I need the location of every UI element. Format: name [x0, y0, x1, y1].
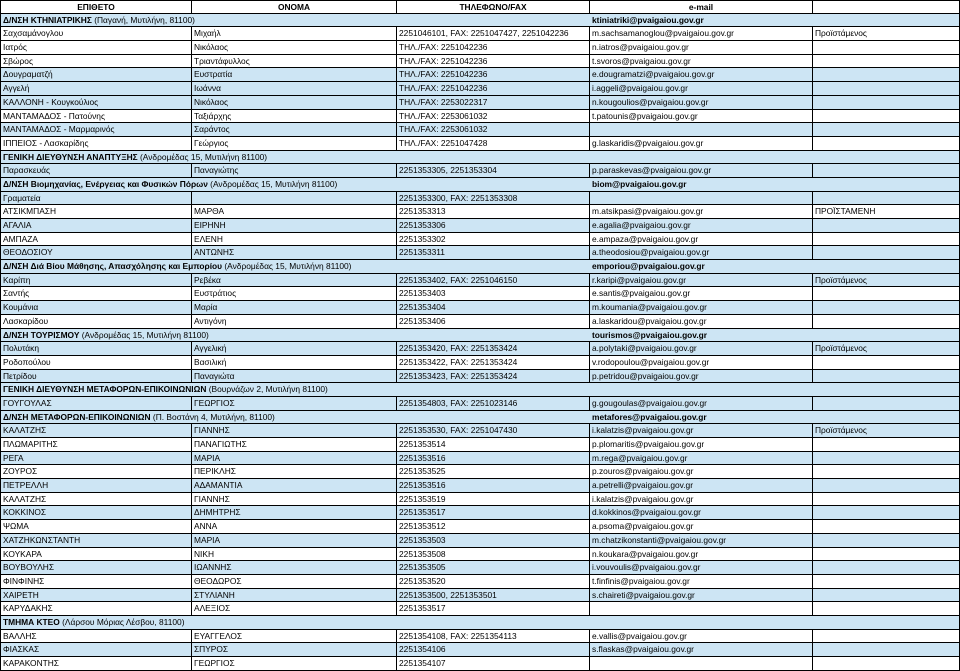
cell-role: [813, 575, 960, 588]
table-row: [0, 233, 960, 247]
header-name: ΟΝΟΜΑ: [192, 1, 397, 13]
cell-phone: 2251353500, 2251353501: [397, 589, 590, 602]
cell-role: [813, 534, 960, 547]
section-name: Δ/ΝΣΗ ΜΕΤΑΦΟΡΩΝ-ΕΠΙΚΟΙΝΩΝΙΩΝ: [3, 411, 151, 422]
cell-surname: Αγγελή: [0, 82, 192, 95]
table-row: [0, 27, 960, 41]
table-row: [0, 548, 960, 562]
table-row: [0, 602, 960, 616]
cell-name: ΣΠΥΡΟΣ: [192, 643, 397, 656]
header-email: e-mail: [590, 1, 813, 13]
cell-name: ΓΕΩΡΓΙΟΣ: [192, 657, 397, 670]
cell-name: [192, 192, 397, 205]
table-row: [0, 589, 960, 603]
table-row: [0, 287, 960, 301]
cell-phone: 2251353520: [397, 575, 590, 588]
cell-surname: ΨΩΜΑ: [0, 520, 192, 533]
cell-role: [813, 82, 960, 95]
section-title: [0, 411, 275, 424]
cell-role: [813, 287, 960, 300]
cell-phone: 2251353514: [397, 438, 590, 451]
cell-name: Ρεβέκα: [192, 274, 397, 287]
header-phone: ΤΗΛΕΦΩΝΟ/FAX: [397, 1, 590, 13]
cell-name: Νικόλαος: [192, 96, 397, 109]
cell-surname: Ροδοπούλου: [0, 356, 192, 369]
cell-role: [813, 96, 960, 109]
cell-role: [813, 233, 960, 246]
cell-surname: ΖΟΥΡΟΣ: [0, 465, 192, 478]
cell-surname: ΡΕΓΑ: [0, 452, 192, 465]
section-row: [0, 411, 960, 425]
cell-surname: Σαχσαμάνογλου: [0, 27, 192, 40]
cell-name: ΜΑΡΙΑ: [192, 534, 397, 547]
cell-phone: 2251353422, FAX: 2251353424: [397, 356, 590, 369]
cell-name: ΙΩΑΝΝΗΣ: [192, 561, 397, 574]
cell-email: m.koumania@pvaigaiou.gov.gr: [590, 301, 813, 314]
cell-surname: ΦΙΝΦΙΝΗΣ: [0, 575, 192, 588]
cell-role: [813, 164, 960, 177]
cell-name: ΜΑΡΘΑ: [192, 205, 397, 218]
cell-name: ΕΥΑΓΓΕΛΟΣ: [192, 630, 397, 643]
section-address: (Ανδρομέδας 15, Μυτιλήνη 81100): [207, 178, 338, 189]
table-row: [0, 438, 960, 452]
cell-role: [813, 561, 960, 574]
header-role: [813, 1, 960, 13]
header-row: [0, 0, 960, 14]
cell-email: n.koukara@pvaigaiou.gov.gr: [590, 548, 813, 561]
cell-surname: ΑΓΑΛΙΑ: [0, 219, 192, 232]
table-row: [0, 452, 960, 466]
cell-phone: ΤΗΛ./FAX: 2251042236: [397, 55, 590, 68]
cell-phone: 2251353300, FAX: 2251353308: [397, 192, 590, 205]
cell-name: ΓΙΑΝΝΗΣ: [192, 424, 397, 437]
cell-role: [813, 301, 960, 314]
cell-role: [813, 630, 960, 643]
section-row: [0, 329, 960, 343]
cell-role: [813, 643, 960, 656]
section-row: [0, 383, 960, 397]
cell-role: Προϊστάμενος: [813, 424, 960, 437]
table-row: [0, 643, 960, 657]
cell-surname: ΓΟΥΓΟΥΛΑΣ: [0, 397, 192, 410]
cell-name: Παναγιώτα: [192, 370, 397, 383]
cell-email: i.vouvoulis@pvaigaiou.gov.gr: [590, 561, 813, 574]
cell-email: m.rega@pvaigaiou.gov.gr: [590, 452, 813, 465]
table-row: [0, 561, 960, 575]
cell-email: r.karipi@pvaigaiou.gov.gr: [590, 274, 813, 287]
cell-surname: ΜΑΝΤΑΜΑΔΟΣ - Μαρμαρινός: [0, 123, 192, 136]
section-title: [0, 383, 328, 396]
section-email: biom@pvaigaiou.gov.gr: [592, 178, 687, 189]
cell-phone: 2251353420, FAX: 2251353424: [397, 342, 590, 355]
cell-surname: Καρίπη: [0, 274, 192, 287]
cell-role: [813, 506, 960, 519]
cell-name: ΠΕΡΙΚΛΗΣ: [192, 465, 397, 478]
cell-email: a.petrelli@pvaigaiou.gov.gr: [590, 479, 813, 492]
section-address: (Λάρσου Μόριας Λέσβου, 81100): [59, 616, 185, 627]
cell-surname: ΚΑΡΑΚΟΝΤΗΣ: [0, 657, 192, 670]
cell-surname: ΚΑΛΑΤΖΗΣ: [0, 493, 192, 506]
cell-email: e.ampaza@pvaigaiou.gov.gr: [590, 233, 813, 246]
cell-surname: ΙΠΠΕΙΟΣ - Λασκαρίδης: [0, 137, 192, 150]
cell-phone: 2251354107: [397, 657, 590, 670]
cell-role: [813, 68, 960, 81]
section-row: [0, 151, 960, 165]
cell-email: p.paraskevas@pvaigaiou.gov.gr: [590, 164, 813, 177]
cell-name: ΣΤΥΛΙΑΝΗ: [192, 589, 397, 602]
cell-role: [813, 397, 960, 410]
cell-email: d.kokkinos@pvaigaiou.gov.gr: [590, 506, 813, 519]
cell-phone: 2251353305, 2251353304: [397, 164, 590, 177]
cell-email: n.kougoulios@pvaigaiou.gov.gr: [590, 96, 813, 109]
cell-phone: 2251353517: [397, 506, 590, 519]
cell-phone: 2251353519: [397, 493, 590, 506]
section-email: tourismos@pvaigaiou.gov.gr: [592, 329, 708, 340]
cell-surname: ΚΑΛΛΟΝΗ - Κουγκούλιος: [0, 96, 192, 109]
table-row: [0, 657, 960, 671]
cell-role: [813, 657, 960, 670]
cell-name: Παναγιώτης: [192, 164, 397, 177]
cell-surname: Λασκαρίδου: [0, 315, 192, 328]
cell-name: Νικόλαος: [192, 41, 397, 54]
cell-name: Μαρία: [192, 301, 397, 314]
cell-role: [813, 370, 960, 383]
cell-surname: ΜΑΝΤΑΜΑΔΟΣ - Πατούνης: [0, 110, 192, 123]
cell-name: Μιχαήλ: [192, 27, 397, 40]
section-name: ΤΜΗΜΑ ΚΤΕΟ: [3, 616, 60, 627]
cell-surname: Παρασκευάς: [0, 164, 192, 177]
table-row: [0, 370, 960, 384]
section-email: emporiou@pvaigaiou.gov.gr: [592, 261, 705, 272]
cell-email: [590, 192, 813, 205]
cell-role: [813, 123, 960, 136]
cell-email: p.zouros@pvaigaiou.gov.gr: [590, 465, 813, 478]
cell-email: a.polytaki@pvaigaiou.gov.gr: [590, 342, 813, 355]
cell-name: ΑΝΝΑ: [192, 520, 397, 533]
cell-surname: ΧΑΙΡΕΤΗ: [0, 589, 192, 602]
cell-email: [590, 602, 813, 615]
section-address: (Βουρνάζων 2, Μυτιλήνη 81100): [206, 384, 328, 395]
cell-phone: ΤΗΛ./FAX: 2251047428: [397, 137, 590, 150]
cell-surname: ΚΟΥΚΑΡΑ: [0, 548, 192, 561]
cell-surname: ΑΤΣΙΚΜΠΑΣΗ: [0, 205, 192, 218]
cell-surname: ΦΙΑΣΚΑΣ: [0, 643, 192, 656]
cell-name: ΘΕΟΔΩΡΟΣ: [192, 575, 397, 588]
cell-name: ΕΛΕΝΗ: [192, 233, 397, 246]
section-row: [0, 260, 960, 274]
table-row: [0, 82, 960, 96]
cell-phone: 2251353313: [397, 205, 590, 218]
cell-role: [813, 493, 960, 506]
section-email: metafores@pvaigaiou.gov.gr: [592, 411, 707, 422]
cell-email: e.dougramatzi@pvaigaiou.gov.gr: [590, 68, 813, 81]
cell-email: t.finfinis@pvaigaiou.gov.gr: [590, 575, 813, 588]
table-row: [0, 315, 960, 329]
section-row: [0, 178, 960, 192]
cell-email: s.flaskas@pvaigaiou.gov.gr: [590, 643, 813, 656]
cell-surname: Δουγραματζή: [0, 68, 192, 81]
table-row: [0, 41, 960, 55]
cell-role: [813, 589, 960, 602]
cell-role: [813, 465, 960, 478]
cell-email: [590, 123, 813, 136]
cell-role: Προϊστάμενος: [813, 274, 960, 287]
cell-name: Τριαντάφυλλος: [192, 55, 397, 68]
cell-email: e.agalia@pvaigaiou.gov.gr: [590, 219, 813, 232]
section-email: [590, 151, 592, 164]
cell-role: [813, 548, 960, 561]
cell-name: Αγγελική: [192, 342, 397, 355]
cell-phone: 2251353525: [397, 465, 590, 478]
cell-role: Προϊστάμενος: [813, 27, 960, 40]
cell-name: Γεώργιος: [192, 137, 397, 150]
cell-name: ΔΗΜΗΤΡΗΣ: [192, 506, 397, 519]
section-title: [0, 329, 209, 342]
cell-email: g.gougoulas@pvaigaiou.gov.gr: [590, 397, 813, 410]
table-row: [0, 356, 960, 370]
cell-email: v.rodopoulou@pvaigaiou.gov.gr: [590, 356, 813, 369]
table-row: [0, 397, 960, 411]
cell-phone: 2251353406: [397, 315, 590, 328]
table-row: [0, 534, 960, 548]
cell-phone: 2251353306: [397, 219, 590, 232]
cell-name: ΕΙΡΗΝΗ: [192, 219, 397, 232]
table-row: [0, 205, 960, 219]
cell-name: ΓΕΩΡΓΙΟΣ: [192, 397, 397, 410]
section-title: [0, 260, 351, 273]
cell-surname: ΑΜΠΑΖΑ: [0, 233, 192, 246]
section-name: Δ/ΝΣΗ Διά Βίου Μάθησης, Απασχόλησης και Εμπορίου: [3, 261, 223, 272]
section-address: (Π. Βοστάνη 4, Μυτιλήνη, 81100): [150, 411, 275, 422]
cell-email: i.aggeli@pvaigaiou.gov.gr: [590, 82, 813, 95]
cell-role: [813, 219, 960, 232]
cell-email: m.atsikpasi@pvaigaiou.gov.gr: [590, 205, 813, 218]
section-address: (Παγανή, Μυτιλήνη, 81100): [91, 14, 195, 25]
cell-surname: ΠΕΤΡΕΛΛΗ: [0, 479, 192, 492]
cell-email: g.laskaridis@pvaigaiou.gov.gr: [590, 137, 813, 150]
cell-surname: Σαντής: [0, 287, 192, 300]
cell-role: [813, 520, 960, 533]
cell-email: a.theodosiou@pvaigaiou.gov.gr: [590, 246, 813, 259]
cell-email: p.plomaritis@pvaigaiou.gov.gr: [590, 438, 813, 451]
cell-surname: ΚΑΡΥΔΑΚΗΣ: [0, 602, 192, 615]
cell-name: Σαράντος: [192, 123, 397, 136]
cell-role: [813, 315, 960, 328]
cell-phone: 2251353512: [397, 520, 590, 533]
section-email: ktiniatriki@pvaigaiou.gov.gr: [592, 14, 704, 25]
table-row: [0, 506, 960, 520]
cell-role: [813, 110, 960, 123]
cell-role: [813, 602, 960, 615]
cell-surname: Γραματεία: [0, 192, 192, 205]
cell-email: m.sachsamanoglou@pvaigaiou.gov.gr: [590, 27, 813, 40]
cell-phone: 2251046101, FAX: 2251047427, 2251042236: [397, 27, 590, 40]
cell-phone: 2251353302: [397, 233, 590, 246]
cell-role: [813, 246, 960, 259]
cell-phone: ΤΗΛ./FAX: 2251042236: [397, 82, 590, 95]
table-body: [0, 14, 960, 671]
table-row: [0, 123, 960, 137]
cell-name: Αντιγόνη: [192, 315, 397, 328]
cell-email: p.petridou@pvaigaiou.gov.gr: [590, 370, 813, 383]
section-row: [0, 14, 960, 28]
table-row: [0, 110, 960, 124]
cell-phone: 2251354803, FAX: 2251023146: [397, 397, 590, 410]
cell-name: ΝΙΚΗ: [192, 548, 397, 561]
cell-phone: ΤΗΛ./FAX: 2253022317: [397, 96, 590, 109]
cell-email: i.kalatzis@pvaigaiou.gov.gr: [590, 493, 813, 506]
cell-name: ΠΑΝΑΓΙΩΤΗΣ: [192, 438, 397, 451]
cell-email: a.laskaridou@pvaigaiou.gov.gr: [590, 315, 813, 328]
table-row: [0, 301, 960, 315]
section-title: [0, 151, 267, 164]
cell-name: Βασιλική: [192, 356, 397, 369]
section-name: ΓΕΝΙΚΗ ΔΙΕΥΘΥΝΣΗ ΜΕΤΑΦΟΡΩΝ-ΕΠΙΚΟΙΝΩΝΙΩΝ: [3, 384, 207, 395]
cell-phone: ΤΗΛ./FAX: 2253061032: [397, 123, 590, 136]
cell-phone: 2251353517: [397, 602, 590, 615]
table-row: [0, 96, 960, 110]
cell-surname: Ιατρός: [0, 41, 192, 54]
cell-surname: Πολυτάκη: [0, 342, 192, 355]
cell-phone: 2251353311: [397, 246, 590, 259]
cell-phone: 2251353516: [397, 479, 590, 492]
table-row: [0, 630, 960, 644]
header-surname: ΕΠΙΘΕΤΟ: [0, 1, 192, 13]
cell-name: Ευστράτιος: [192, 287, 397, 300]
section-name: ΓΕΝΙΚΗ ΔΙΕΥΘΥΝΣΗ ΑΝΑΠΤΥΞΗΣ: [3, 151, 138, 162]
cell-phone: 2251353516: [397, 452, 590, 465]
table-row: [0, 520, 960, 534]
cell-phone: ΤΗΛ./FAX: 2253061032: [397, 110, 590, 123]
section-address: (Ανδρομέδας 15, Μυτιλήνη 81100): [137, 151, 268, 162]
cell-role: [813, 137, 960, 150]
cell-surname: ΠΛΩΜΑΡΙΤΗΣ: [0, 438, 192, 451]
cell-role: [813, 438, 960, 451]
cell-surname: ΚΑΛΑΤΖΗΣ: [0, 424, 192, 437]
table-row: [0, 424, 960, 438]
cell-phone: ΤΗΛ./FAX: 2251042236: [397, 41, 590, 54]
cell-email: i.kalatzis@pvaigaiou.gov.gr: [590, 424, 813, 437]
cell-name: ΑΔΑΜΑΝΤΙΑ: [192, 479, 397, 492]
cell-phone: ΤΗΛ./FAX: 2251042236: [397, 68, 590, 81]
table-row: [0, 342, 960, 356]
cell-phone: 2251353503: [397, 534, 590, 547]
section-title: [0, 616, 184, 629]
cell-role: [813, 479, 960, 492]
section-title: [0, 178, 337, 191]
cell-surname: ΒΑΛΛΗΣ: [0, 630, 192, 643]
cell-role: [813, 356, 960, 369]
cell-name: ΜΑΡΙΑ: [192, 452, 397, 465]
cell-surname: Σβώρος: [0, 55, 192, 68]
table-row: [0, 192, 960, 206]
table-row: [0, 137, 960, 151]
cell-phone: 2251353403: [397, 287, 590, 300]
cell-role: [813, 41, 960, 54]
cell-email: s.chaireti@pvaigaiou.gov.gr: [590, 589, 813, 602]
table-row: [0, 575, 960, 589]
cell-name: Ευστρατία: [192, 68, 397, 81]
cell-surname: ΒΟΥΒΟΥΛΗΣ: [0, 561, 192, 574]
section-name: Δ/ΝΣΗ ΚΤΗΝΙΑΤΡΙΚΗΣ: [3, 14, 92, 25]
table-row: [0, 219, 960, 233]
cell-email: [590, 657, 813, 670]
section-name: Δ/ΝΣΗ ΤΟΥΡΙΣΜΟΥ: [3, 329, 80, 340]
table-row: [0, 465, 960, 479]
cell-phone: 2251353508: [397, 548, 590, 561]
cell-email: t.patounis@pvaigaiou.gov.gr: [590, 110, 813, 123]
cell-surname: Πετρίδου: [0, 370, 192, 383]
cell-email: t.svoros@pvaigaiou.gov.gr: [590, 55, 813, 68]
section-address: (Ανδρομέδας 15, Μυτιλήνη 81100): [79, 329, 209, 340]
cell-name: ΑΛΕΞΙΟΣ: [192, 602, 397, 615]
cell-role: ΠΡΟΪΣΤΑΜΕΝΗ: [813, 205, 960, 218]
section-name: Δ/ΝΣΗ Βιομηχανίας, Ενέργειας και Φυσικών Πόρων: [3, 178, 208, 189]
cell-surname: ΧΑΤΖΗΚΩΝΣΤΑΝΤΗ: [0, 534, 192, 547]
cell-surname: ΘΕΟΔΟΣΙΟΥ: [0, 246, 192, 259]
section-row: [0, 616, 960, 630]
cell-role: [813, 55, 960, 68]
table-row: [0, 493, 960, 507]
table-row: [0, 68, 960, 82]
cell-name: Ιωάννα: [192, 82, 397, 95]
cell-name: ΓΙΑΝΝΗΣ: [192, 493, 397, 506]
cell-name: ΑΝΤΩΝΗΣ: [192, 246, 397, 259]
cell-phone: 2251353404: [397, 301, 590, 314]
table-row: [0, 246, 960, 260]
cell-email: e.santis@pvaigaiou.gov.gr: [590, 287, 813, 300]
cell-role: Προϊστάμενος: [813, 342, 960, 355]
table-row: [0, 479, 960, 493]
table-row: [0, 274, 960, 288]
cell-phone: 2251353530, FAX: 2251047430: [397, 424, 590, 437]
cell-surname: ΚΟΚΚΙΝΟΣ: [0, 506, 192, 519]
cell-name: Ταξιάρχης: [192, 110, 397, 123]
cell-surname: Κουμάνια: [0, 301, 192, 314]
cell-email: n.iatros@pvaigaiou.gov.gr: [590, 41, 813, 54]
section-address: (Ανδρομέδας 15, Μυτιλήνη 81100): [222, 261, 352, 272]
cell-email: m.chatzikonstanti@pvaigaiou.gov.gr: [590, 534, 813, 547]
cell-phone: 2251353423, FAX: 2251353424: [397, 370, 590, 383]
table-row: [0, 164, 960, 178]
cell-email: e.vallis@pvaigaiou.gov.gr: [590, 630, 813, 643]
cell-phone: 2251354106: [397, 643, 590, 656]
section-email: [590, 383, 592, 396]
cell-phone: 2251354108, FAX: 2251354113: [397, 630, 590, 643]
cell-email: a.psoma@pvaigaiou.gov.gr: [590, 520, 813, 533]
cell-role: [813, 192, 960, 205]
cell-phone: 2251353505: [397, 561, 590, 574]
section-title: [0, 14, 195, 27]
cell-phone: 2251353402, FAX: 2251046150: [397, 274, 590, 287]
cell-role: [813, 452, 960, 465]
section-email: [590, 616, 592, 629]
table-row: [0, 55, 960, 69]
